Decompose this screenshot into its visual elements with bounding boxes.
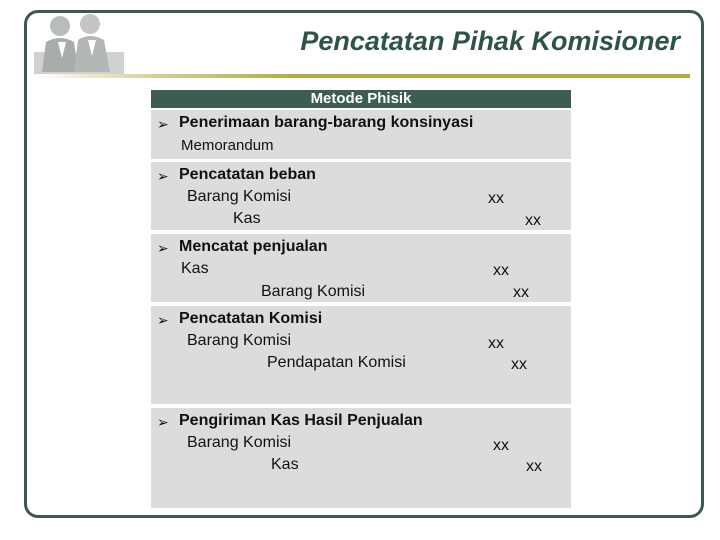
arrow-bullet-icon: ➢ [157, 240, 169, 256]
item-heading: Pencatatan beban [179, 166, 316, 183]
list-item [151, 306, 571, 406]
list-item [151, 234, 571, 304]
arrow-bullet-icon: ➢ [157, 116, 169, 132]
title-underline [34, 74, 690, 78]
entry-debit: xx [493, 437, 509, 454]
entry-account: Pendapatan Komisi [267, 354, 406, 371]
entry-debit: xx [488, 190, 504, 207]
entry-debit: xx [493, 262, 509, 279]
item-heading: Pengiriman Kas Hasil Penjualan [179, 412, 423, 429]
business-people-logo-icon [32, 12, 126, 80]
entry-account: Kas [181, 260, 209, 277]
item-heading: Mencatat penjualan [179, 238, 328, 255]
journal-table [151, 90, 571, 508]
entry-account: Kas [233, 210, 261, 227]
page-title: Pencatatan Pihak Komisioner [300, 26, 680, 56]
item-heading: Penerimaan barang-barang konsinyasi [179, 114, 474, 131]
entry-credit: xx [526, 458, 542, 475]
list-item [151, 110, 571, 161]
item-heading: Pencatatan Komisi [179, 310, 323, 327]
entry-account: Barang Komisi [261, 283, 366, 300]
table-header: Metode Phisik [151, 90, 571, 108]
entry-account: Memorandum [181, 137, 274, 154]
entry-account: Barang Komisi [187, 332, 292, 349]
arrow-bullet-icon: ➢ [157, 312, 169, 328]
arrow-bullet-icon: ➢ [157, 168, 169, 184]
arrow-bullet-icon: ➢ [157, 414, 169, 430]
entry-credit: xx [511, 356, 527, 373]
entry-debit: xx [488, 335, 504, 352]
entry-account: Barang Komisi [187, 188, 292, 205]
list-item [151, 408, 571, 508]
entry-credit: xx [513, 284, 529, 301]
entry-account: Kas [271, 456, 299, 473]
entry-credit: xx [525, 212, 541, 229]
entry-account: Barang Komisi [187, 434, 292, 451]
list-item [151, 162, 571, 232]
